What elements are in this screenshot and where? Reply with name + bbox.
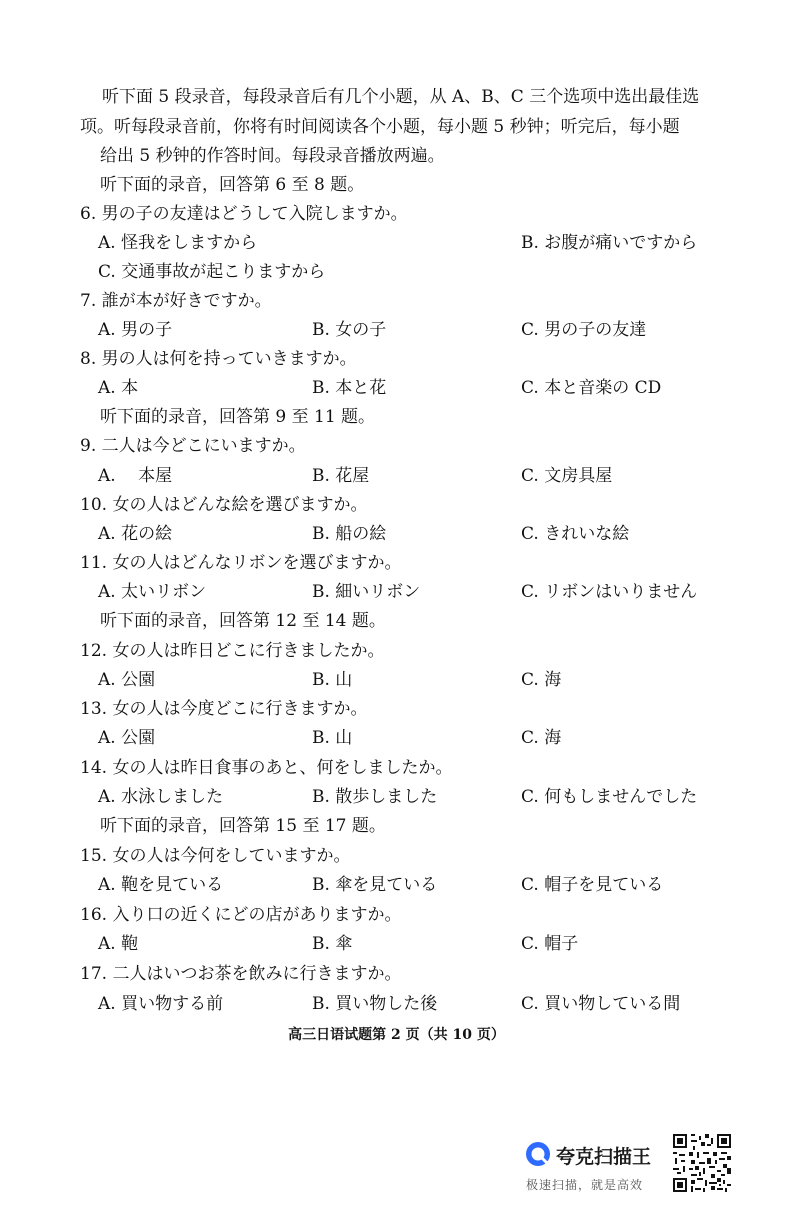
option-c: C. 文房具屋	[521, 466, 613, 486]
option-c: C. 男の子の友達	[521, 320, 647, 340]
page-footer: 高三日语试题第 2 页（共 10 页）	[288, 1027, 505, 1043]
question-7: 7. 誰が本が好きですか。	[80, 291, 272, 311]
question-12: 12. 女の人は昨日どこに行きましたか。	[80, 641, 385, 661]
question-14: 14. 女の人は昨日食事のあと、何をしましたか。	[80, 758, 453, 778]
option-b: B. 細いリボン	[312, 582, 421, 602]
question-16: 16. 入り口の近くにどの店がありますか。	[80, 905, 402, 925]
option-a: A. 公園	[98, 670, 156, 690]
option-b: B. 傘	[312, 934, 353, 954]
option-a: A. 鞄を見ている	[98, 875, 224, 895]
question-17: 17. 二人はいつお茶を飲みに行きますか。	[80, 964, 402, 984]
option-b: B. 山	[312, 728, 353, 748]
section-header: 听下面的录音，回答第 12 至 14 题。	[100, 611, 386, 631]
option-c: C. 交通事故が起こりますから	[98, 262, 326, 282]
option-c: C. リボンはいりません	[521, 582, 698, 602]
option-c: C. 本と音楽の CD	[521, 378, 662, 398]
option-a: A. 花の絵	[98, 524, 173, 544]
option-b: B. 買い物した後	[312, 994, 438, 1014]
option-b: B. 本と花	[312, 378, 387, 398]
option-b: B. 女の子	[312, 320, 387, 340]
option-c: C. 買い物している間	[521, 994, 681, 1014]
option-c: C. 海	[521, 728, 562, 748]
question-6: 6. 男の子の友達はどうして入院しますか。	[80, 204, 408, 224]
instruction-line-1: 听下面 5 段录音，每段录音后有几个小题，从 A、B、C 三个选项中选出最佳选	[102, 87, 700, 107]
quark-logo-icon	[524, 1140, 552, 1168]
option-c: C. 帽子を見ている	[521, 875, 664, 895]
section-header: 听下面的录音，回答第 15 至 17 题。	[100, 816, 386, 836]
question-9: 9. 二人は今どこにいますか。	[80, 436, 306, 456]
option-c: C. 何もしませんでした	[521, 787, 698, 807]
option-c: C. きれいな絵	[521, 524, 630, 544]
section-header: 听下面的录音，回答第 6 至 8 题。	[100, 175, 365, 195]
option-a: A. 本屋	[98, 466, 173, 486]
option-a: A. 男の子	[98, 320, 173, 340]
option-c: C. 帽子	[521, 934, 579, 954]
option-a: A. 太いリボン	[98, 582, 207, 602]
option-b: B. 傘を見ている	[312, 875, 438, 895]
qr-code-icon	[671, 1132, 733, 1194]
option-c: C. 海	[521, 670, 562, 690]
question-11: 11. 女の人はどんなリボンを選びますか。	[80, 553, 402, 573]
instruction-line-2: 项。听每段录音前，你将有时间阅读各个小题，每小题 5 秒钟；听完后，每小题	[80, 117, 680, 137]
section-header: 听下面的录音，回答第 9 至 11 题。	[100, 407, 376, 427]
option-b: B. 花屋	[312, 466, 370, 486]
option-b: B. 散歩しました	[312, 787, 438, 807]
question-10: 10. 女の人はどんな絵を選びますか。	[80, 495, 368, 515]
option-a: A. 買い物する前	[98, 994, 224, 1014]
option-a: A. 怪我をしますから	[98, 233, 258, 253]
question-13: 13. 女の人は今度どこに行きますか。	[80, 699, 368, 719]
brand-name: 夸克扫描王	[556, 1146, 652, 1168]
option-b: B. 山	[312, 670, 353, 690]
option-a: A. 水泳しました	[98, 787, 224, 807]
brand-slogan: 极速扫描，就是高效	[526, 1178, 644, 1192]
option-a: A. 本	[98, 378, 139, 398]
option-b: B. 船の絵	[312, 524, 387, 544]
option-b: B. お腹が痛いですから	[521, 233, 698, 253]
question-15: 15. 女の人は今何をしていますか。	[80, 846, 351, 866]
question-8: 8. 男の人は何を持っていきますか。	[80, 349, 357, 369]
option-a: A. 鞄	[98, 934, 139, 954]
instruction-line-3: 给出 5 秒钟的作答时间。每段录音播放两遍。	[100, 146, 445, 166]
option-a: A. 公園	[98, 728, 156, 748]
